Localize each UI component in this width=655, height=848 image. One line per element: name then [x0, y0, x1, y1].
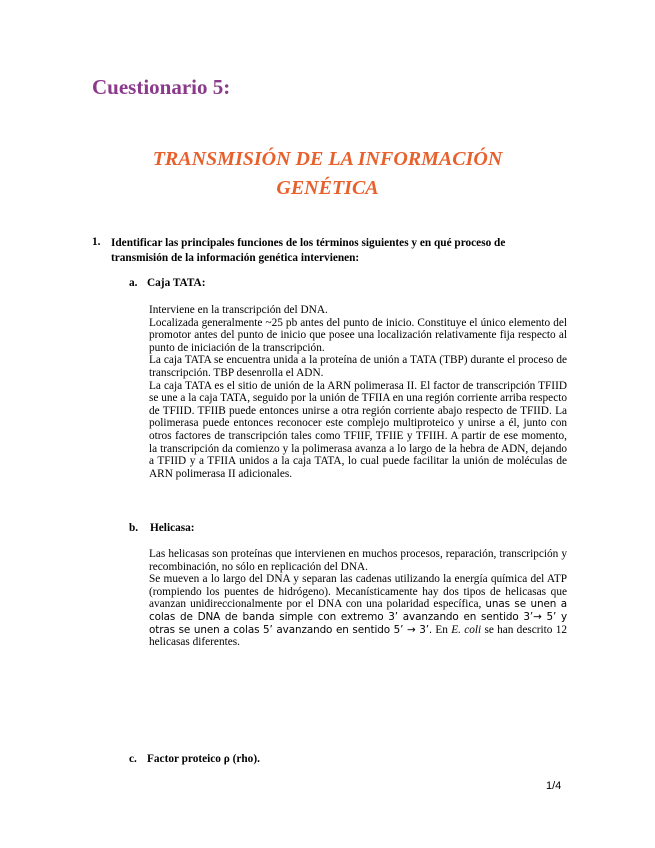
- section-b-paragraph-2-end: se han descrito 12 helicasas diferentes.: [149, 623, 567, 649]
- section-b-title: Helicasa:: [150, 522, 195, 534]
- section-b-paragraph-2-ecoli: E. coli: [451, 623, 482, 636]
- section-a-paragraph-4: La caja TATA es el sitio de unión de la ARN polimerasa II. El factor de transcripción TFIID se une a la caja TATA, seguido por la unión de TFIIA en una región corriente arriba respecto de TFIID. TFIIB puede entonces unirse a otra región corriente abajo respecto de TFIID. La polimerasa puede entonces reconocer este complejo multiproteico y unirse a él, junto con otros factores de transcripción tales como TFIIF, TFIIE y TFIIH. A partir de ese momento, la transcripción da comienzo y la polimerasa avanza a lo largo de la hebra de ADN, dejando a TFIID y a TFIIA unidos a la caja TATA, lo cual puede facilitar la unión de moléculas de ARN polimerasa II adicionales.: [149, 379, 567, 480]
- section-b-paragraph-2: [149, 573, 567, 649]
- section-a-body: [149, 304, 567, 480]
- page-number: 1/4: [546, 780, 562, 792]
- section-b-body: [149, 548, 567, 649]
- question-1-text: Identificar las principales funciones de los términos siguientes y en qué proceso de transmisión de la información genética intervienen:: [111, 237, 506, 264]
- section-a-paragraph-3: La caja TATA se encuentra unida a la proteína de unión a TATA (TBP) durante el proceso de transcripción. TBP desenrolla el ADN.: [149, 354, 567, 379]
- section-a-paragraph-2: Localizada generalmente ~25 pb antes del punto de inicio. Constituye el único elemento del promotor antes del punto de inicio que posee una localización relativamente fija respecto al punto de iniciación de la transcripción.: [149, 316, 567, 354]
- document-title-line-2: GENÉTICA: [276, 177, 379, 199]
- section-c-letter: c.: [129, 753, 137, 765]
- section-a-title: Caja TATA:: [147, 277, 206, 289]
- section-c-title: Factor proteico ρ (rho).: [147, 753, 260, 765]
- page-heading: Cuestionario 5:: [92, 75, 231, 99]
- section-b-paragraph-2-en: En: [435, 623, 448, 636]
- section-a-paragraph-1: Interviene en la transcripción del DNA.: [149, 304, 328, 316]
- document-title-line-1: TRANSMISIÓN DE LA INFORMACIÓN: [152, 148, 503, 170]
- section-b-paragraph-1: Las helicasas son proteínas que intervienen en muchos procesos, reparación, transcripción y recombinación, no sólo en replicación del DNA.: [149, 548, 567, 573]
- section-b-letter: b.: [129, 522, 139, 534]
- section-b-paragraph-2-polarity: unas se unen a colas de DNA de banda simple con extremo 3’ avanzando en sentido 3’→ 5’ y otras se unen a colas 5’ avanzando en sentido 5’ → 3’.: [149, 598, 567, 636]
- section-b-paragraph-2-start: Se mueven a lo largo del DNA y separan las cadenas utilizando la energía química del ATP (rompiendo los puentes de hidrógeno). Mecanísticamente hay dos tipos de helicasas que avanzan unidireccionalmente por el DNA con una polaridad específica,: [149, 573, 567, 611]
- question-1-number: 1.: [92, 236, 101, 248]
- section-a-letter: a.: [129, 277, 138, 289]
